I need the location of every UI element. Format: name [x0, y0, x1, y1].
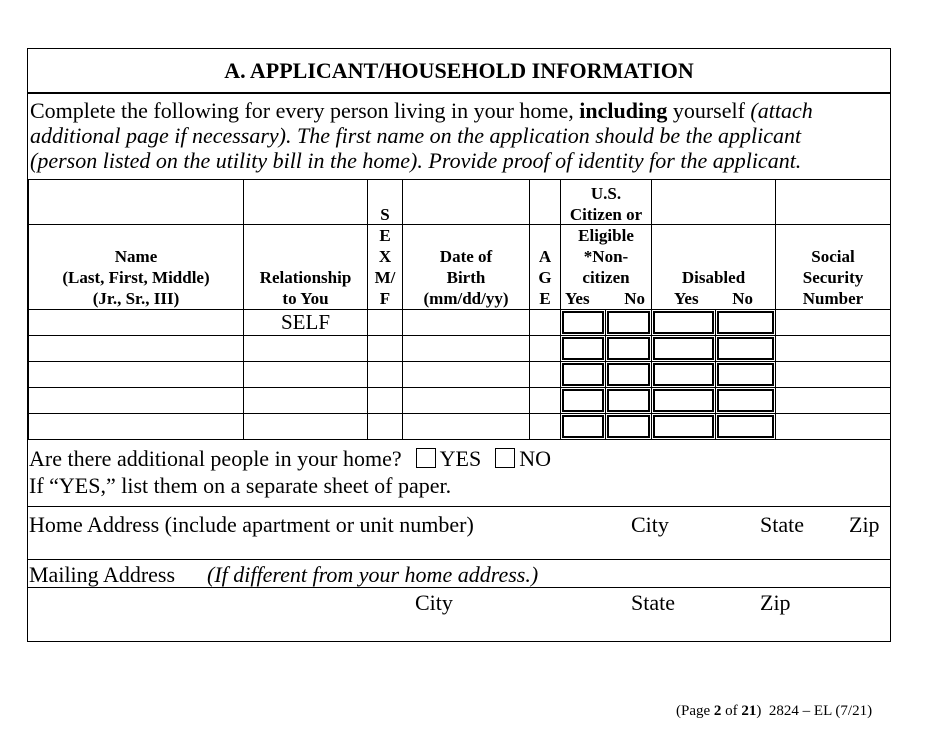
dob-input[interactable]: [403, 414, 530, 440]
footer-text: (Page: [676, 703, 714, 719]
disabled-no-label: No: [732, 289, 754, 308]
relationship-input[interactable]: [244, 388, 368, 414]
col-age-header: A G E: [530, 180, 561, 310]
ssn-input[interactable]: [776, 388, 891, 414]
sex-input[interactable]: [368, 336, 403, 362]
section-title: A. APPLICANT/HOUSEHOLD INFORMATION: [28, 49, 890, 94]
age-input[interactable]: [530, 414, 561, 440]
disabled-no-box[interactable]: [716, 414, 776, 440]
page-total: 21: [741, 703, 757, 719]
instructions-italic-2: additional page if necessary). The first name on the application should be the applicant: [30, 123, 802, 148]
instructions-bold: including: [579, 98, 668, 123]
name-input[interactable]: [29, 310, 244, 336]
table-header-row: [29, 180, 891, 310]
additional-no-label: NO: [519, 446, 551, 471]
sex-input[interactable]: [368, 310, 403, 336]
citizen-yes-box[interactable]: [561, 336, 606, 362]
disabled-yes-box[interactable]: [652, 388, 716, 414]
additional-people-section: [28, 441, 890, 507]
sex-input[interactable]: [368, 388, 403, 414]
disabled-yes-box[interactable]: [652, 310, 716, 336]
citizen-no-label: No: [624, 289, 646, 308]
dob-input[interactable]: [403, 310, 530, 336]
relationship-input[interactable]: [244, 414, 368, 440]
name-input[interactable]: [29, 362, 244, 388]
additional-yes-checkbox[interactable]: [416, 448, 436, 468]
disabled-yes-box[interactable]: [652, 414, 716, 440]
citizen-no-box[interactable]: [606, 310, 652, 336]
relationship-input[interactable]: [244, 336, 368, 362]
additional-yes-label: YES: [439, 446, 482, 471]
name-input[interactable]: [29, 336, 244, 362]
col-disabled-header: Disabled Yes No: [652, 180, 776, 310]
disabled-no-box[interactable]: [716, 310, 776, 336]
citizen-no-box[interactable]: [606, 388, 652, 414]
name-input[interactable]: [29, 414, 244, 440]
citizen-yes-label: Yes: [565, 289, 590, 308]
citizen-yes-box[interactable]: [561, 414, 606, 440]
disabled-no-box[interactable]: [716, 362, 776, 388]
col-citizen-header: U.S. Citizen or Eligible *Non- citizen Yes No: [561, 180, 652, 310]
relationship-input[interactable]: [244, 362, 368, 388]
additional-people-question: Are there additional people in your home?: [29, 446, 402, 471]
col-name-header: Name (Last, First, Middle) (Jr., Sr., III): [29, 180, 244, 310]
table-row: [29, 388, 891, 414]
mailing-state-label: State: [631, 590, 675, 615]
footer-text: of: [721, 703, 742, 719]
instructions-text: Complete the following for every person living in your home,: [30, 98, 580, 123]
ssn-input[interactable]: [776, 362, 891, 388]
home-address-label: Home Address (include apartment or unit number): [29, 512, 474, 537]
table-row: [29, 336, 891, 362]
ssn-input[interactable]: [776, 336, 891, 362]
citizen-yes-box[interactable]: [561, 362, 606, 388]
mailing-address-label: Mailing Address: [29, 562, 176, 587]
page-number: 2: [713, 703, 722, 719]
additional-no-checkbox[interactable]: [495, 448, 515, 468]
instructions-italic-3: (person listed on the utility bill in the home). Provide proof of identity for the applicant.: [30, 148, 802, 173]
mailing-city-label: City: [415, 590, 453, 615]
instructions-text-2: yourself: [667, 98, 751, 123]
citizen-no-box[interactable]: [606, 336, 652, 362]
mailing-address-note: (If different from your home address.): [207, 562, 539, 587]
citizen-no-box[interactable]: [606, 414, 652, 440]
age-input[interactable]: [530, 362, 561, 388]
disabled-yes-box[interactable]: [652, 336, 716, 362]
dob-input[interactable]: [403, 362, 530, 388]
name-input[interactable]: [29, 388, 244, 414]
table-row: [29, 414, 891, 440]
home-address-field[interactable]: [28, 507, 890, 560]
citizen-no-box[interactable]: [606, 362, 652, 388]
citizen-yes-box[interactable]: [561, 310, 606, 336]
relationship-self: SELF: [244, 310, 368, 336]
home-zip-label: Zip: [849, 512, 880, 537]
mailing-zip-label: Zip: [760, 590, 791, 615]
dob-input[interactable]: [403, 388, 530, 414]
sex-input[interactable]: [368, 414, 403, 440]
mailing-address-field[interactable]: [28, 588, 890, 641]
col-sex-header: S E X M/ F: [368, 180, 403, 310]
col-ssn-header: Social Security Number: [776, 180, 891, 310]
mailing-address-label-row: [28, 560, 890, 588]
col-dob-header: Date of Birth (mm/dd/yy): [403, 180, 530, 310]
age-input[interactable]: [530, 310, 561, 336]
age-input[interactable]: [530, 336, 561, 362]
disabled-no-box[interactable]: [716, 388, 776, 414]
col-relationship-header: Relationship to You: [244, 180, 368, 310]
page-footer: [676, 703, 872, 720]
home-city-label: City: [631, 512, 669, 537]
disabled-yes-box[interactable]: [652, 362, 716, 388]
sex-input[interactable]: [368, 362, 403, 388]
household-table: [28, 179, 891, 440]
home-state-label: State: [760, 512, 804, 537]
disabled-no-box[interactable]: [716, 336, 776, 362]
disabled-yes-label: Yes: [674, 289, 699, 308]
additional-people-note: If “YES,” list them on a separate sheet of paper.: [29, 473, 452, 498]
citizen-yes-box[interactable]: [561, 388, 606, 414]
applicant-household-form: [27, 48, 891, 642]
age-input[interactable]: [530, 388, 561, 414]
dob-input[interactable]: [403, 336, 530, 362]
footer-text: ): [756, 703, 762, 719]
ssn-input[interactable]: [776, 310, 891, 336]
table-row: [29, 310, 891, 336]
ssn-input[interactable]: [776, 414, 891, 440]
table-row: [29, 362, 891, 388]
instructions-italic: (attach: [750, 98, 813, 123]
form-id: 2824 – EL (7/21): [768, 703, 873, 719]
